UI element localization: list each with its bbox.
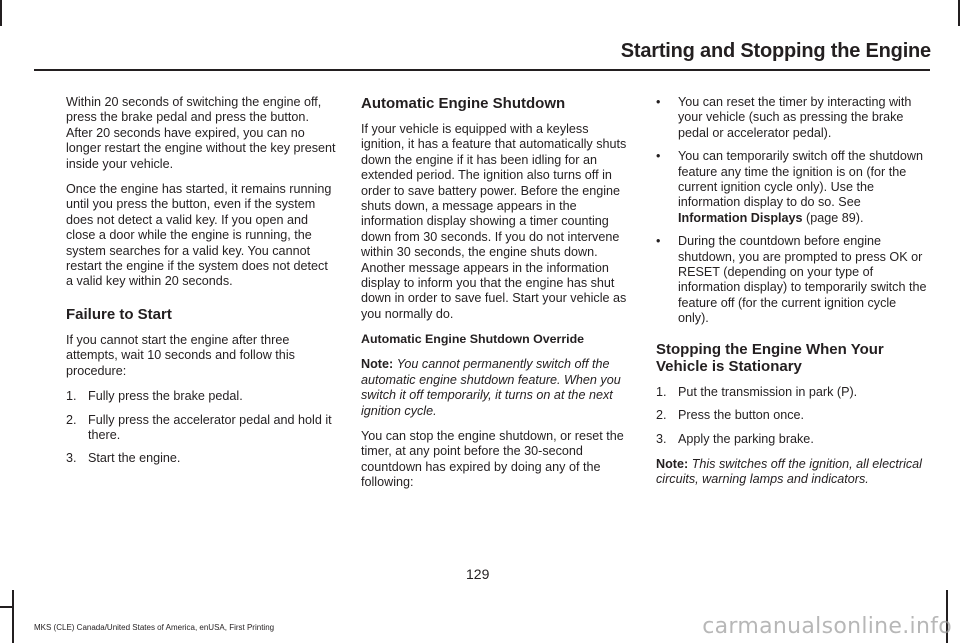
step-number: 1.: [656, 384, 667, 399]
heading-shutdown-override: Automatic Engine Shutdown Override: [361, 332, 585, 347]
paragraph: Within 20 seconds of switching the engine off, press the brake pedal and press the button. After 20 seconds have expired, you can no longer restart the engine without the key present inside your vehicle.: [66, 95, 336, 171]
column-3: [656, 95, 928, 498]
step-text: Press the button once.: [678, 408, 805, 423]
bullet: •: [656, 149, 661, 164]
bullet-text: [678, 149, 928, 226]
crop-mark-top-left: [0, 0, 2, 26]
step-text: Apply the parking brake.: [678, 431, 814, 446]
bullet-text-post: (page 89).: [802, 210, 864, 225]
note-text: You cannot permanently switch off the automatic engine shutdown feature. When you switch it off temporarily, it turns on at the next ignition cycle.: [361, 357, 621, 418]
step-number: 2.: [66, 412, 77, 427]
bullet: •: [656, 234, 661, 249]
stopping-steps-list: [656, 385, 928, 447]
list-item: [656, 95, 928, 141]
cross-reference-link[interactable]: Information Displays: [678, 210, 803, 225]
crop-mark-bottom-left-h: [0, 606, 14, 608]
heading-failure-to-start: Failure to Start: [66, 305, 172, 323]
step-text: Fully press the brake pedal.: [88, 389, 243, 404]
bullet-text: You can reset the timer by interacting with your vehicle (such as pressing the brake pedal or accelerator pedal).: [678, 95, 912, 140]
note: [361, 357, 633, 419]
page-number: 129: [466, 566, 490, 582]
list-item: [66, 451, 338, 466]
paragraph: If you cannot start the engine after three attempts, wait 10 seconds and follow this procedure:: [66, 332, 295, 378]
step-text: Put the transmission in park (P).: [678, 384, 858, 399]
note-label: Note:: [656, 456, 689, 471]
heading-stopping-the-engine: Stopping the Engine When Your Vehicle is Stationary: [656, 340, 884, 375]
column-1: [66, 95, 338, 477]
crop-mark-bottom-left: [12, 590, 14, 643]
list-item: [66, 389, 338, 404]
list-item: [656, 408, 928, 423]
column-2: [361, 95, 633, 501]
list-item: [66, 413, 338, 444]
watermark: carmanualsonline.info: [702, 614, 952, 639]
list-item: [656, 432, 928, 447]
paragraph: You can stop the engine shutdown, or reset the timer, at any point before the 30-second countdown has expired by doing any of the following:: [361, 428, 624, 490]
bullet-text-pre: You can temporarily switch off the shutdown feature any time the ignition is on (for the current ignition cycle only). Use the information display to do so. See: [678, 149, 924, 210]
list-item: [656, 234, 928, 326]
step-number: 3.: [656, 431, 667, 446]
failure-steps-list: [66, 389, 338, 467]
paragraph: If your vehicle is equipped with a keyless ignition, it has a feature that automatically shuts down the engine if it has been idling for an extended period. The ignition also turns off in order to save battery power. Before the engine shuts down, a message appears in the information display showing a timer counting down from 30 seconds. If you do not intervene within 30 seconds, the engine shuts down. Another message appears in the information display to inform you that the engine has shut down in order to save fuel. Start your vehicle as you normally do.: [361, 122, 627, 321]
step-text: Fully press the accelerator pedal and hold it there.: [88, 412, 332, 442]
bullet-text: During the countdown before engine shutdown, you are prompted to press OK or RESET (depending on your type of information display) to temporarily switch the feature off (for the current ignition cycle only).: [678, 234, 927, 326]
note: [656, 457, 928, 488]
note-label: Note:: [361, 357, 394, 372]
bullet: •: [656, 95, 661, 109]
step-number: 3.: [66, 451, 77, 466]
page-title: Starting and Stopping the Engine: [620, 40, 931, 62]
step-number: 2.: [656, 408, 667, 423]
heading-automatic-engine-shutdown: Automatic Engine Shutdown: [361, 95, 566, 112]
list-item: [656, 385, 928, 400]
note-text: This switches off the ignition, all electrical circuits, warning lamps and indicators.: [656, 456, 922, 487]
step-number: 1.: [66, 389, 77, 404]
override-options-list: [656, 95, 928, 327]
edition-footer: MKS (CLE) Canada/United States of America, enUSA, First Printing: [34, 623, 275, 632]
paragraph: Once the engine has started, it remains running until you press the button, even if the system does not detect a valid key. If you open and close a door while the engine is running, the system searches for a valid key. You cannot restart the engine if the system does not detect a valid key within 20 seconds.: [66, 182, 332, 289]
step-text: Start the engine.: [88, 451, 181, 466]
header-rule: [34, 69, 930, 71]
list-item: [656, 149, 928, 226]
